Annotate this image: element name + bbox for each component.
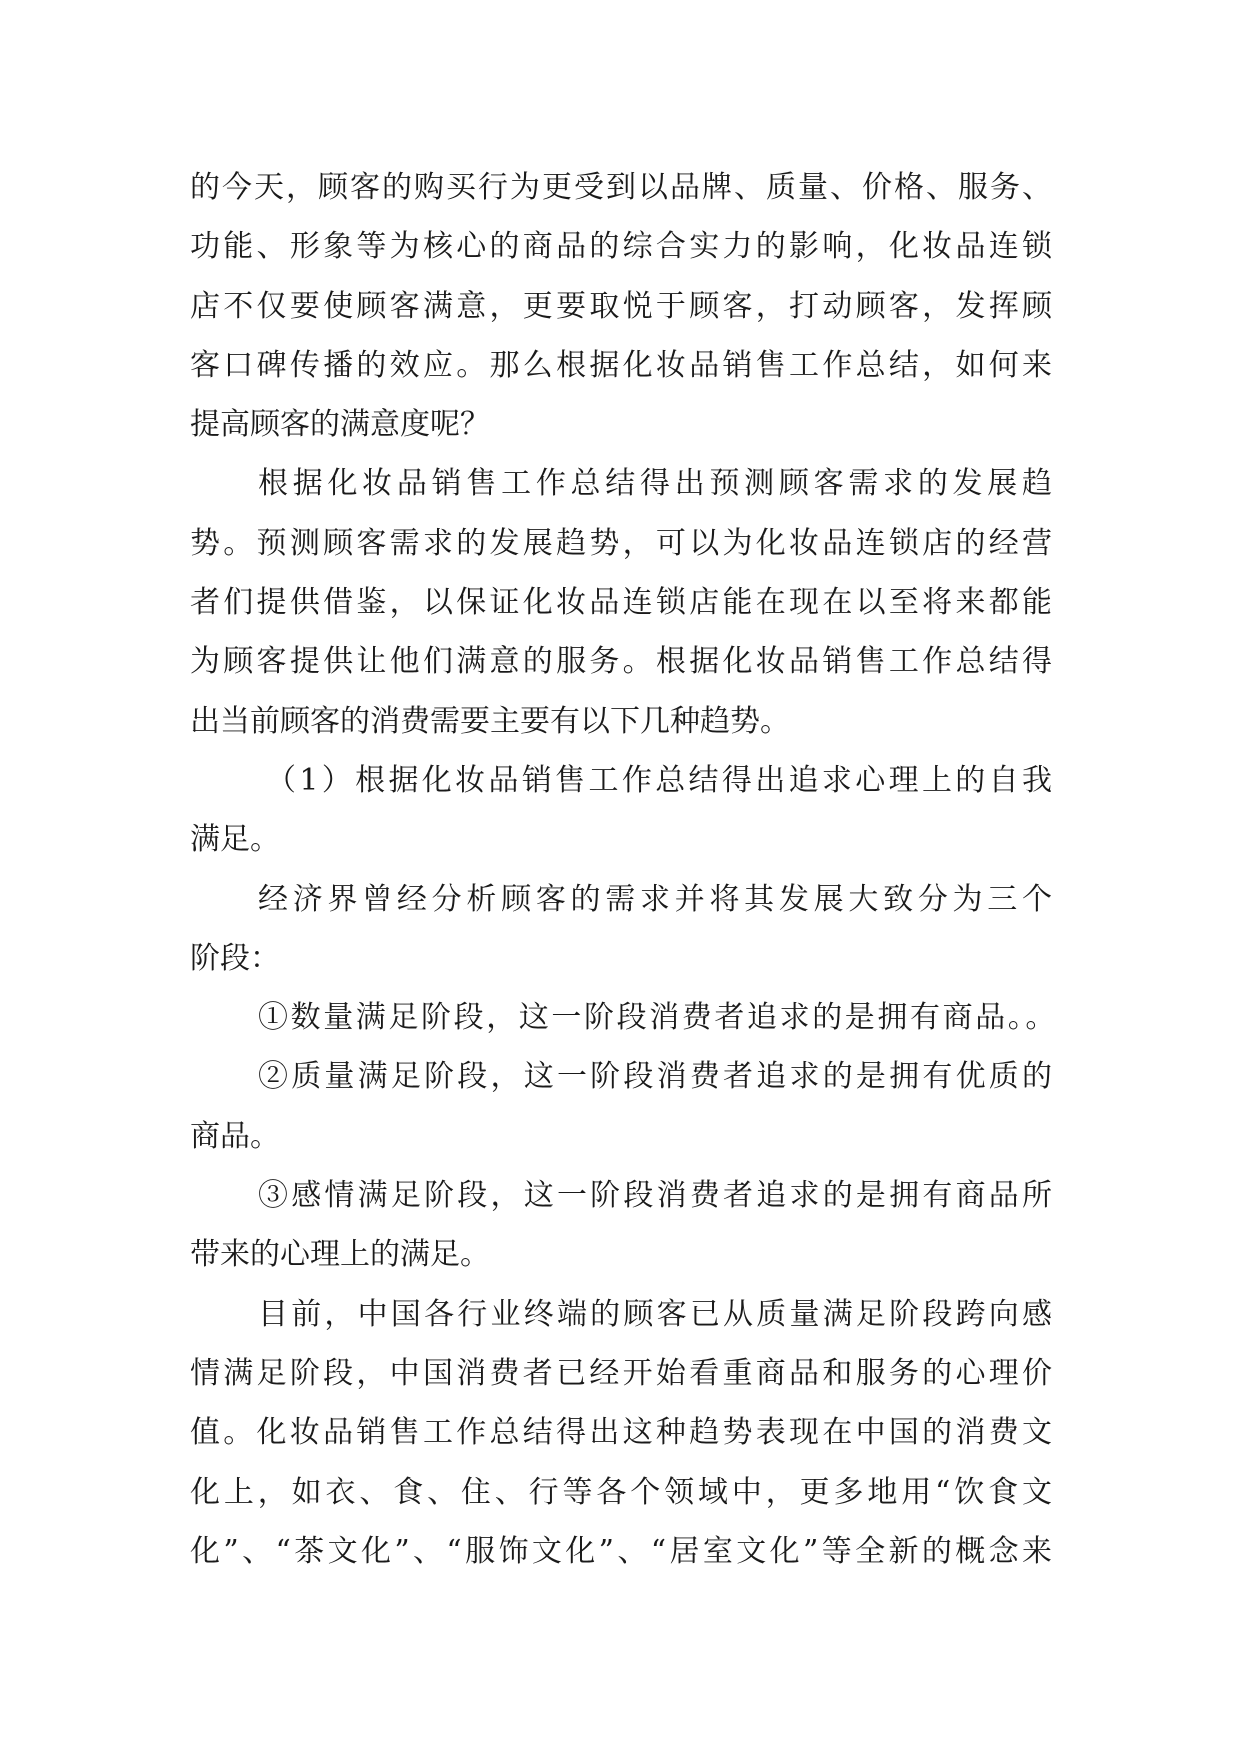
text-line: 商品。	[190, 1118, 280, 1154]
text-line: 势。预测顾客需求的发展趋势，可以为化妆品连锁店的经营	[190, 525, 1052, 561]
text-line: 店不仅要使顾客满意，更要取悦于顾客，打动顾客，发挥顾	[190, 288, 1052, 324]
text-line: 化上，如衣、食、住、行等各个领域中，更多地用“饮食文	[190, 1474, 1052, 1510]
text-line: 值。化妆品销售工作总结得出这种趋势表现在中国的消费文	[190, 1415, 1052, 1451]
text-line: 的今天，顾客的购买行为更受到以品牌、质量、价格、服务、	[190, 170, 1052, 205]
text-line: 提高顾客的满意度呢？	[190, 407, 490, 443]
section-heading: （1）根据化妆品销售工作总结得出追求心理上的自我	[266, 762, 1052, 798]
text-line: 阶段：	[190, 940, 280, 976]
text-line: 化”、“茶文化”、“服饰文化”、“居室文化”等全新的概念来	[190, 1533, 1052, 1569]
text-line: 根据化妆品销售工作总结得出预测顾客需求的发展趋	[258, 466, 1052, 502]
text-line: 者们提供借鉴，以保证化妆品连锁店能在现在以至将来都能	[190, 585, 1052, 621]
text-line: 满足。	[190, 822, 280, 858]
list-item: ②质量满足阶段，这一阶段消费者追求的是拥有优质的	[258, 1059, 1052, 1095]
text-line: 经济界曾经分析顾客的需求并将其发展大致分为三个	[258, 881, 1052, 917]
text-line: 功能、形象等为核心的商品的综合实力的影响，化妆品连锁	[190, 229, 1052, 265]
text-line: 带来的心理上的满足。	[190, 1237, 490, 1273]
list-item: ①数量满足阶段，这一阶段消费者追求的是拥有商品。。	[258, 1000, 1058, 1036]
document-body	[190, 158, 1058, 1581]
text-line: 为顾客提供让他们满意的服务。根据化妆品销售工作总结得	[190, 644, 1052, 680]
text-line: 客口碑传播的效应。那么根据化妆品销售工作总结，如何来	[190, 347, 1052, 383]
text-line: 目前，中国各行业终端的顾客已从质量满足阶段跨向感	[258, 1296, 1052, 1332]
text-line: 情满足阶段，中国消费者已经开始看重商品和服务的心理价	[190, 1355, 1052, 1391]
list-item: ③感情满足阶段，这一阶段消费者追求的是拥有商品所	[258, 1178, 1052, 1214]
text-line: 出当前顾客的消费需要主要有以下几种趋势。	[190, 703, 790, 739]
